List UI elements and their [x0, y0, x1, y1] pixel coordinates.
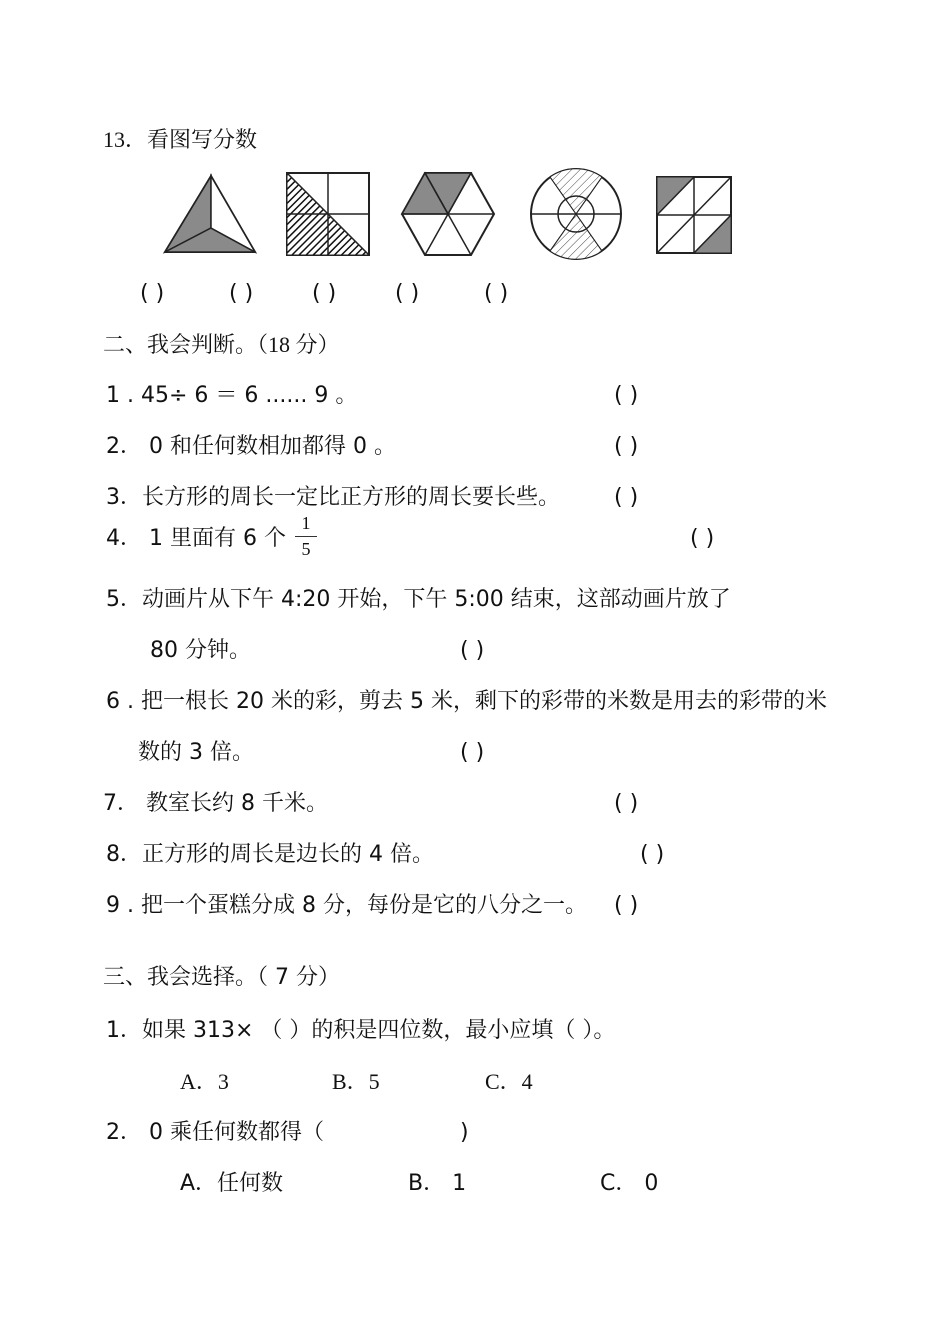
- section2-heading: 二、我会判断。（18 分）: [103, 332, 340, 357]
- q13-answer-4[interactable]: ( ): [395, 281, 420, 306]
- fraction-denominator: 5: [301, 539, 311, 559]
- choice-q2-option-a[interactable]: A．任何数: [180, 1171, 284, 1196]
- judge-item-5: 5．动画片从下午 4:20 开始，下午 5:00 结束，这部动画片放了: [106, 587, 731, 612]
- hatched-square-figure: [284, 170, 374, 260]
- q13-answer-5[interactable]: ( ): [484, 281, 509, 306]
- judge-item-1: 1 . 45÷ 6 ＝ 6 ...... 9 。: [106, 383, 358, 408]
- judge-blank-7[interactable]: ( ): [614, 791, 639, 816]
- judge-item-7: 7． 教室长约 8 千米。: [103, 791, 328, 816]
- q13-title: 13．看图写分数: [103, 127, 258, 152]
- judge-item-6: 6 . 把一根长 20 米的彩，剪去 5 米，剩下的彩带的米数是用去的彩带的米: [106, 689, 827, 714]
- q13-answer-2[interactable]: ( ): [229, 281, 254, 306]
- fraction-numerator: 1: [301, 513, 311, 533]
- judge-item-2: 2． 0 和任何数相加都得 0 。: [106, 434, 396, 459]
- hexagon-figure: [398, 170, 498, 260]
- choice-q2: 2． 0 乘任何数都得（: [106, 1120, 324, 1145]
- judge-item-5-cont: 80 分钟。: [150, 638, 251, 663]
- choice-q2-option-b[interactable]: B． 1: [408, 1171, 467, 1196]
- grid-square-figure: [654, 174, 734, 256]
- judge-blank-2[interactable]: ( ): [614, 434, 639, 459]
- choice-q1-option-c[interactable]: C．4: [485, 1069, 533, 1094]
- judge-blank-8[interactable]: ( ): [640, 842, 665, 867]
- choice-q2-option-c[interactable]: C． 0: [600, 1171, 659, 1196]
- judge-blank-9[interactable]: ( ): [614, 893, 639, 918]
- judge-blank-1[interactable]: ( ): [614, 383, 639, 408]
- fraction-one-fifth: [295, 513, 317, 560]
- section3-heading: 三、我会选择。（ 7 分）: [103, 965, 340, 990]
- q13-answer-3[interactable]: ( ): [312, 281, 337, 306]
- judge-blank-4[interactable]: ( ): [690, 526, 715, 551]
- judge-item-3: 3．长方形的周长一定比正方形的周长要长些。: [106, 485, 560, 510]
- q13-answer-1[interactable]: ( ): [140, 281, 165, 306]
- choice-q1-option-b[interactable]: B．5: [332, 1069, 380, 1094]
- choice-q1-option-a[interactable]: A．3: [180, 1069, 229, 1094]
- judge-blank-3[interactable]: ( ): [614, 485, 639, 510]
- judge-blank-5[interactable]: ( ): [460, 638, 485, 663]
- circle-figure: [526, 164, 626, 264]
- triangle-figure: [160, 170, 260, 260]
- judge-item-9: 9 . 把一个蛋糕分成 8 分，每份是它的八分之一。: [106, 893, 587, 918]
- judge-item-6-cont: 数的 3 倍。: [138, 740, 254, 765]
- judge-blank-6[interactable]: ( ): [460, 740, 485, 765]
- judge-item-4: 4． 1 里面有 6 个: [106, 526, 286, 551]
- choice-q2-close-paren: ): [460, 1120, 469, 1145]
- choice-q1: 1．如果 313× （ ）的积是四位数，最小应填（ ）。: [106, 1018, 616, 1043]
- judge-item-8: 8．正方形的周长是边长的 4 倍。: [106, 842, 434, 867]
